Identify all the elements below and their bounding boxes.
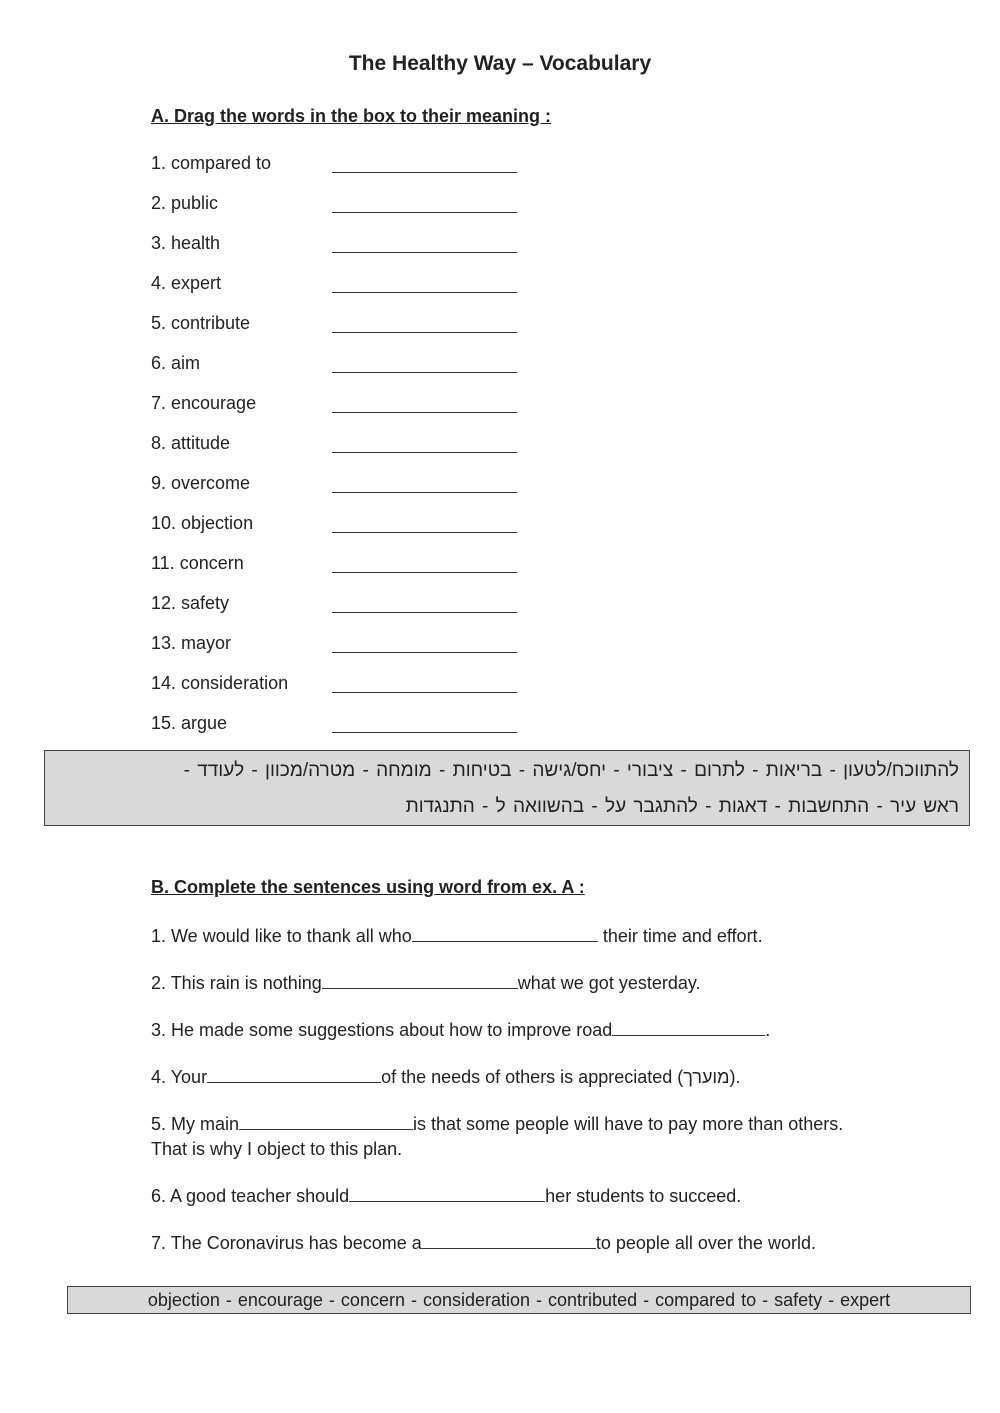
sentence-text-before: 2. This rain is nothing (151, 973, 322, 993)
answer-blank[interactable] (332, 212, 517, 213)
sentence-text-before: 5. My main (151, 1114, 240, 1134)
answer-blank[interactable] (332, 612, 517, 613)
word-box-line[interactable]: להתווכח/לטעון - בריאות - לתרום - ציבורי - יחס/גישה - בטיחות - מומחה - מטרה/מכוון - לעודד - (183, 760, 959, 781)
sentence-text-after: of the needs of others is appreciated (מוערך). (381, 1067, 741, 1087)
answer-blank[interactable] (332, 532, 517, 533)
english-word-box[interactable]: objection - encourage - concern - consideration - contributed - compared to - safety - expert (67, 1286, 971, 1314)
answer-blank[interactable] (332, 652, 517, 653)
sentence-text-before: 4. Your (151, 1067, 208, 1087)
answer-blank[interactable] (332, 692, 517, 693)
sentence-item (151, 1184, 891, 1209)
sentence-item (151, 1231, 891, 1256)
vocab-word: 12. safety (151, 593, 230, 613)
sentence-text-before: 7. The Coronavirus has become a (151, 1233, 422, 1253)
sentence-text-after: their time and effort. (597, 926, 763, 946)
answer-blank[interactable] (412, 925, 598, 942)
answer-blank[interactable] (322, 972, 518, 989)
sentence-text-before: 3. He made some suggestions about how to improve road (151, 1020, 613, 1040)
section-a-heading: A. Drag the words in the box to their meaning : (151, 106, 552, 126)
sentence-text-after: her students to succeed. (545, 1186, 742, 1206)
answer-blank[interactable] (349, 1185, 545, 1202)
answer-blank[interactable] (332, 492, 517, 493)
sentence-text-after: . (765, 1020, 771, 1040)
page-title: The Healthy Way – Vocabulary (348, 52, 652, 75)
sentence-text-before: 6. A good teacher should (151, 1186, 350, 1206)
vocab-word: 9. overcome (151, 473, 251, 493)
answer-blank[interactable] (332, 332, 517, 333)
vocab-word: 10. objection (151, 513, 254, 533)
answer-blank[interactable] (207, 1066, 381, 1083)
answer-blank[interactable] (332, 452, 517, 453)
answer-blank[interactable] (422, 1232, 596, 1249)
sentence-text-before: 1. We would like to thank all who (151, 926, 412, 946)
sentence-text-after: what we got yesterday. (517, 973, 701, 993)
sentence-item (151, 1065, 891, 1090)
answer-blank[interactable] (332, 732, 517, 733)
vocab-word: 2. public (151, 193, 219, 213)
answer-blank[interactable] (239, 1113, 413, 1130)
vocab-word: 7. encourage (151, 393, 257, 413)
vocab-word: 14. consideration (151, 673, 289, 693)
vocab-word: 1. compared to (151, 153, 272, 173)
answer-blank[interactable] (332, 292, 517, 293)
vocab-word: 15. argue (151, 713, 228, 733)
vocab-word: 4. expert (151, 273, 222, 293)
vocab-word: 11. concern (151, 553, 244, 573)
vocab-word: 5. contribute (151, 313, 251, 333)
vocab-word: 3. health (151, 233, 221, 253)
sentence-item (151, 1112, 851, 1162)
answer-blank[interactable] (332, 172, 517, 173)
sentence-item (151, 924, 891, 949)
answer-blank[interactable] (332, 252, 517, 253)
vocab-word: 13. mayor (151, 633, 232, 653)
section-b-heading: B. Complete the sentences using word from ex. A : (151, 877, 585, 897)
hebrew-word-box (44, 750, 970, 826)
answer-blank[interactable] (332, 412, 517, 413)
sentence-list (151, 924, 891, 1278)
sentence-item (151, 1018, 891, 1043)
sentence-text-after: to people all over the world. (595, 1233, 816, 1253)
sentence-item (151, 971, 891, 996)
vocab-word: 8. attitude (151, 433, 231, 453)
sentence-text-after: is that some people will have to pay more than others. That is why I object to this plan. (151, 1114, 844, 1159)
answer-blank[interactable] (612, 1019, 765, 1036)
answer-blank[interactable] (332, 372, 517, 373)
word-box-line[interactable]: ראש עיר - התחשבות - דאגות - להתגבר על - בהשוואה ל - התנגדות (405, 796, 959, 817)
answer-blank[interactable] (332, 572, 517, 573)
vocab-word: 6. aim (151, 353, 201, 373)
